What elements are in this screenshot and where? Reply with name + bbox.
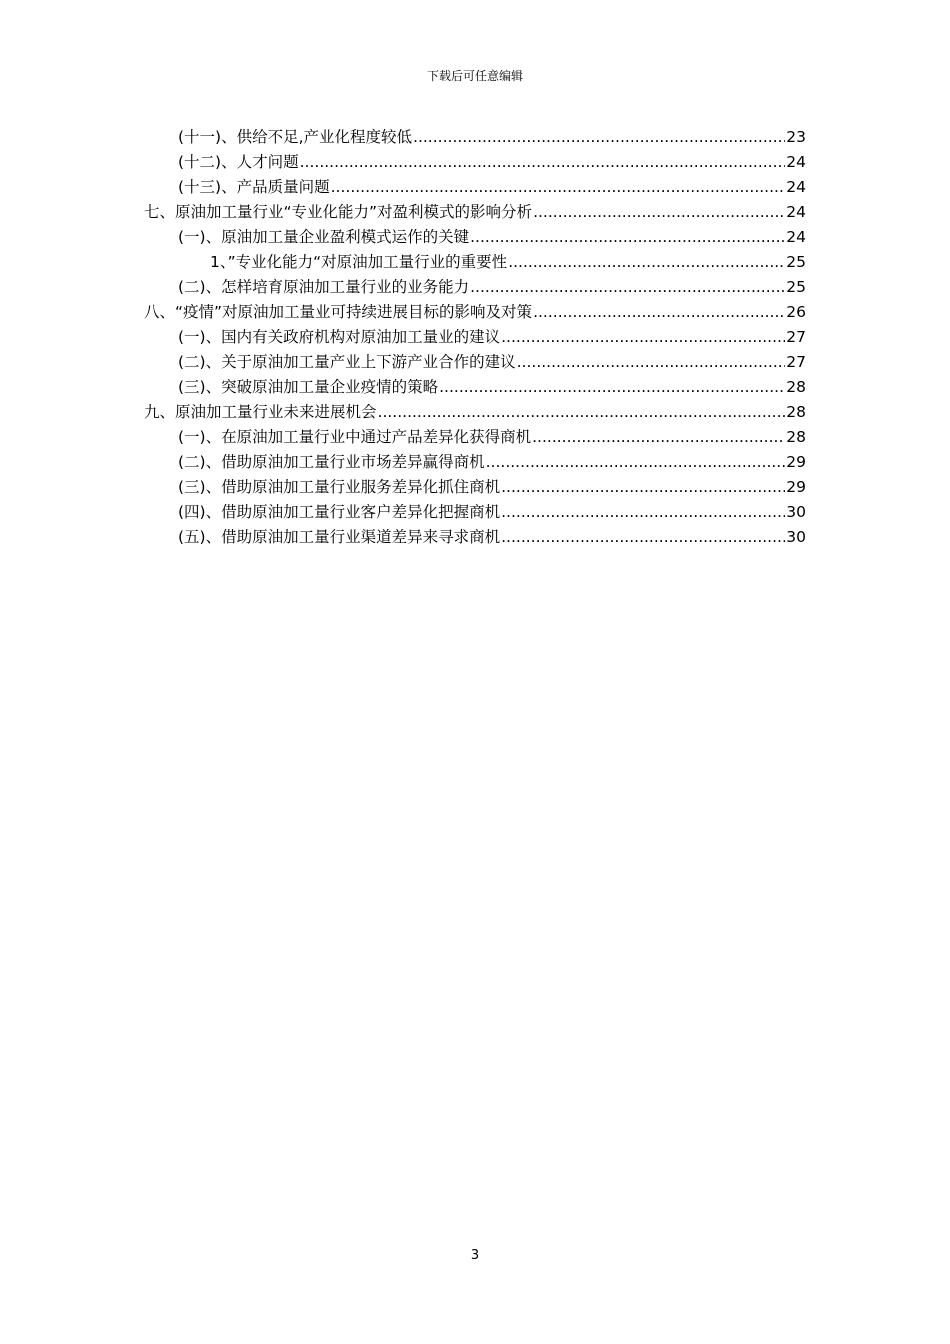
toc-dot-leader	[501, 500, 785, 525]
toc-dot-leader	[378, 400, 786, 425]
toc-entry[interactable]	[144, 300, 806, 325]
toc-entry[interactable]	[144, 125, 806, 150]
toc-entry-title: (一)、原油加工量企业盈利模式运作的关键	[178, 228, 470, 246]
toc-dot-leader	[439, 375, 785, 400]
toc-entry[interactable]	[144, 250, 806, 275]
toc-entry-title: (十三)、产品质量问题	[178, 178, 330, 196]
toc-entry-title: (四)、借助原油加工量行业客户差异化把握商机	[178, 503, 501, 521]
toc-dot-leader	[508, 250, 785, 275]
toc-dot-leader	[331, 175, 786, 200]
toc-dot-leader	[533, 200, 785, 225]
toc-entry-title: (一)、在原油加工量行业中通过产品差异化获得商机	[178, 428, 532, 446]
toc-entry-page: 24	[786, 153, 806, 171]
toc-dot-leader	[486, 450, 786, 475]
toc-entry-page: 30	[786, 528, 806, 546]
toc-entry[interactable]	[144, 400, 806, 425]
toc-entry-page: 26	[786, 303, 806, 321]
toc-entry-title: 八、“疫情”对原油加工量业可持续进展目标的影响及对策	[144, 303, 533, 321]
toc-entry-title: (十二)、人才问题	[178, 153, 299, 171]
toc-dot-leader	[470, 275, 785, 300]
toc-entry-page: 25	[786, 253, 806, 271]
toc-dot-leader	[501, 325, 785, 350]
toc-entry[interactable]	[144, 175, 806, 200]
toc-entry-title: (三)、借助原油加工量行业服务差异化抓住商机	[178, 478, 501, 496]
toc-entry[interactable]	[144, 500, 806, 525]
toc-entry-page: 24	[786, 228, 806, 246]
toc-entry-title: (十一)、供给不足,产业化程度较低	[178, 128, 413, 146]
toc-dot-leader	[532, 425, 785, 450]
toc-entry-page: 28	[786, 428, 806, 446]
toc-entry[interactable]	[144, 225, 806, 250]
page-number: 3	[470, 1248, 480, 1263]
toc-entry-page: 27	[786, 328, 806, 346]
toc-entry[interactable]	[144, 350, 806, 375]
toc-entry-page: 23	[786, 128, 806, 146]
toc-entry-title: (一)、国内有关政府机构对原油加工量业的建议	[178, 328, 501, 346]
toc-entry-title: 1、”专业化能力“对原油加工量行业的重要性	[210, 253, 508, 271]
toc-entry-title: (二)、借助原油加工量行业市场差异赢得商机	[178, 453, 485, 471]
toc-dot-leader	[533, 300, 785, 325]
toc-entry-title: (五)、借助原油加工量行业渠道差异来寻求商机	[178, 528, 501, 546]
toc-entry-page: 27	[786, 353, 806, 371]
toc-entry-page: 25	[786, 278, 806, 296]
toc-dot-leader	[413, 125, 785, 150]
toc-entry-title: (二)、怎样培育原油加工量行业的业务能力	[178, 278, 470, 296]
toc-entry-title: 九、原油加工量行业未来进展机会	[144, 403, 377, 421]
toc-entry-page: 29	[786, 478, 806, 496]
toc-entry-page: 28	[786, 378, 806, 396]
toc-dot-leader	[300, 150, 786, 175]
toc-dot-leader	[517, 350, 786, 375]
toc-entry-page: 28	[786, 403, 806, 421]
toc-entry-title: (三)、突破原油加工量企业疫情的策略	[178, 378, 439, 396]
toc-entry-page: 30	[786, 503, 806, 521]
toc-entry-page: 24	[786, 203, 806, 221]
toc-entry[interactable]	[144, 275, 806, 300]
page-header: 下载后可任意编辑	[426, 69, 523, 83]
toc-entry[interactable]	[144, 150, 806, 175]
toc-entry-page: 24	[786, 178, 806, 196]
toc-entry[interactable]	[144, 325, 806, 350]
toc-dot-leader	[501, 475, 785, 500]
toc-entry-title: 七、原油加工量行业“专业化能力”对盈利模式的影响分析	[144, 203, 533, 221]
toc-entry[interactable]	[144, 475, 806, 500]
toc-entry[interactable]	[144, 375, 806, 400]
toc-entry-page: 29	[786, 453, 806, 471]
toc-entry-title: (二)、关于原油加工量产业上下游产业合作的建议	[178, 353, 516, 371]
toc-entry[interactable]	[144, 450, 806, 475]
toc-entry[interactable]	[144, 525, 806, 550]
toc-entry[interactable]	[144, 425, 806, 450]
toc-entry[interactable]	[144, 200, 806, 225]
table-of-contents	[144, 125, 806, 550]
toc-dot-leader	[470, 225, 785, 250]
toc-dot-leader	[501, 525, 785, 550]
